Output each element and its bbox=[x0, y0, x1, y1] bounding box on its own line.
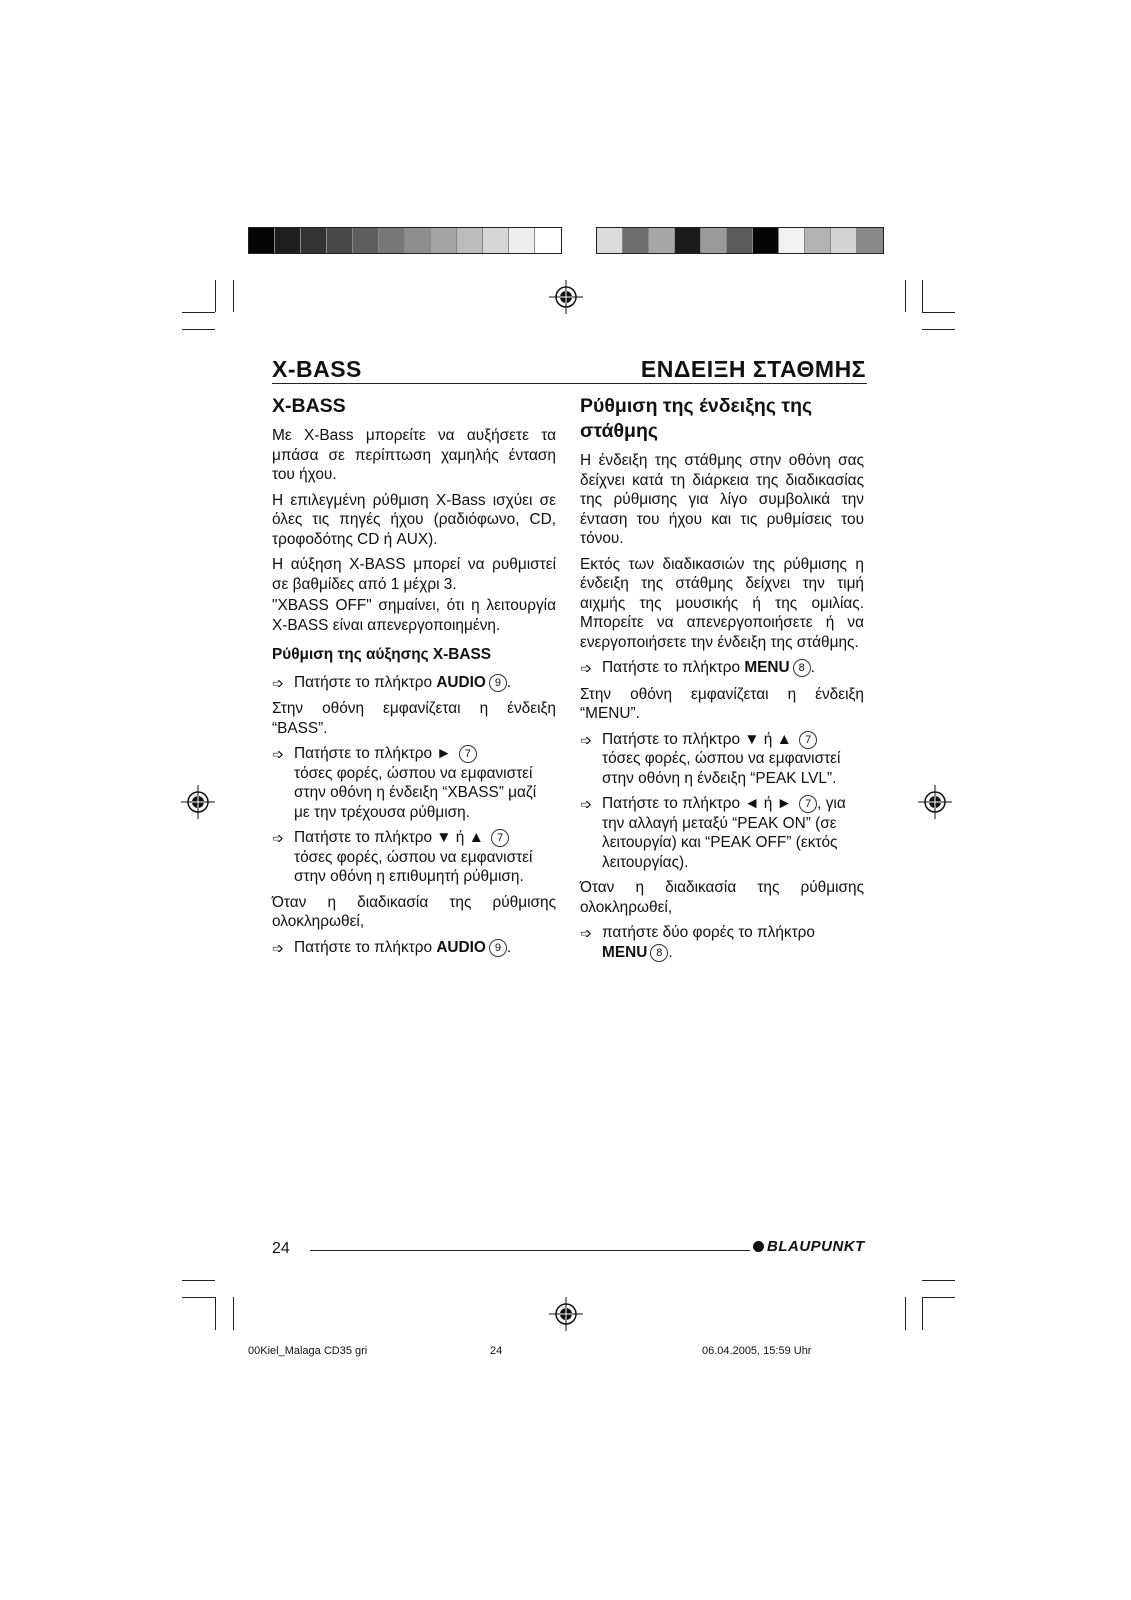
crop-mark bbox=[215, 1297, 216, 1330]
paragraph: Η αύξηση X-BASS μπορεί να ρυθμιστεί σε βαθμίδες από 1 μέχρι 3. bbox=[272, 556, 556, 593]
step-text: τόσες φορές, ώσπου να εμφανιστεί στην οθόνη η ένδειξη “XBASS” μαζί με την τρέχουσα ρύθμιση. bbox=[294, 764, 537, 821]
header-left-title: X-BASS bbox=[272, 356, 362, 382]
section-heading: X-BASS bbox=[272, 395, 346, 417]
arrow-right-icon: ➩ bbox=[580, 925, 592, 941]
registration-mark-icon bbox=[918, 785, 952, 819]
color-swatch bbox=[483, 228, 509, 253]
key-number: 7 bbox=[799, 731, 817, 749]
crop-mark bbox=[922, 312, 955, 313]
brand-logo bbox=[753, 1238, 865, 1255]
color-swatch bbox=[675, 228, 701, 253]
crop-mark bbox=[233, 280, 234, 312]
color-bar-right bbox=[596, 227, 884, 254]
arrow-right-icon: ➩ bbox=[272, 674, 284, 691]
instruction-step bbox=[580, 658, 864, 679]
paragraph: Η ένδειξη της στάθμης στην οθόνη σας δείχνει κατά τη διάρκεια της διαδικασίας της ρύθμισης για λίγο συμβολικά την ένταση του ήχου και τις ρυθμίσεις του τόνου. bbox=[580, 452, 864, 547]
section-heading: Ρύθμιση της ένδειξης της στάθμης bbox=[580, 395, 813, 442]
color-swatch bbox=[405, 228, 431, 253]
paragraph: Όταν η διαδικασία της ρύθμισης ολοκληρωθεί, bbox=[580, 879, 864, 916]
key-number: 8 bbox=[650, 944, 668, 962]
color-swatch bbox=[301, 228, 327, 253]
registration-mark-icon bbox=[549, 1297, 583, 1331]
key-number: 7 bbox=[799, 795, 817, 813]
paragraph: Στην οθόνη εμφανίζεται η ένδειξη “MENU”. bbox=[580, 685, 864, 722]
arrow-right-icon: ➩ bbox=[272, 830, 284, 846]
page-number: 24 bbox=[272, 1240, 290, 1257]
subheading: Ρύθμιση της αύξησης X-BASS bbox=[272, 646, 492, 663]
header-rule bbox=[272, 383, 867, 384]
instruction-step bbox=[580, 794, 864, 872]
key-label: MENU bbox=[602, 943, 648, 961]
crop-mark bbox=[922, 1297, 923, 1330]
key-label: AUDIO bbox=[436, 673, 486, 691]
arrow-right-icon: ➩ bbox=[580, 660, 592, 676]
crop-mark bbox=[182, 329, 215, 330]
left-column bbox=[272, 392, 556, 964]
crop-mark bbox=[905, 1297, 906, 1330]
paragraph: "XBASS OFF" σημαίνει, ότι η λειτουργία X-BASS είναι απενεργοποιημένη. bbox=[272, 597, 556, 634]
key-label: AUDIO bbox=[436, 938, 486, 956]
step-text: Πατήστε το πλήκτρο bbox=[602, 659, 745, 676]
color-swatch bbox=[353, 228, 379, 253]
brand-name: BLAUPUNKT bbox=[767, 1238, 865, 1255]
step-text: , για την αλλαγή μεταξύ “PEAK ON” (σε λειτουργία) και “PEAK OFF” (εκτός λειτουργίας). bbox=[602, 795, 846, 871]
right-column bbox=[580, 392, 864, 968]
color-swatch bbox=[597, 228, 623, 253]
crop-mark bbox=[182, 1280, 215, 1281]
crop-mark bbox=[922, 1297, 955, 1298]
step-text: Πατήστε το πλήκτρο bbox=[294, 938, 437, 956]
key-number: 7 bbox=[491, 829, 509, 847]
color-swatch bbox=[753, 228, 779, 253]
color-swatch bbox=[701, 228, 727, 253]
color-bar-left bbox=[248, 227, 562, 254]
step-text: Πατήστε το πλήκτρο ▼ ή ▲ bbox=[294, 829, 489, 846]
color-swatch bbox=[509, 228, 535, 253]
color-swatch bbox=[275, 228, 301, 253]
color-swatch bbox=[805, 228, 831, 253]
registration-mark-icon bbox=[549, 280, 583, 314]
step-text: . bbox=[506, 673, 512, 691]
header-right-title: ΕΝΔΕΙΞΗ ΣΤΑΘΜΗΣ bbox=[640, 356, 866, 382]
print-date: 06.04.2005, 15:59 Uhr bbox=[702, 1345, 812, 1357]
crop-mark bbox=[905, 280, 906, 312]
instruction-step bbox=[272, 828, 556, 887]
arrow-right-icon: ➩ bbox=[580, 731, 592, 748]
key-number: 9 bbox=[489, 939, 507, 957]
arrow-right-icon: ➩ bbox=[272, 746, 284, 762]
color-swatch bbox=[457, 228, 483, 253]
key-number: 8 bbox=[793, 659, 811, 677]
color-swatch bbox=[649, 228, 675, 253]
paragraph: Με X-Bass μπορείτε να αυξήσετε τα μπάσα σε περίπτωση χαμηλής ένταση του ήχου. bbox=[272, 427, 556, 483]
step-text: Πατήστε το πλήκτρο bbox=[294, 673, 437, 691]
step-text: τόσες φορές, ώσπου να εμφανιστεί στην οθόνη η επιθυμητή ρύθμιση. bbox=[294, 848, 533, 885]
arrow-right-icon: ➩ bbox=[580, 796, 592, 812]
crop-mark bbox=[922, 329, 955, 330]
key-number: 9 bbox=[489, 674, 507, 692]
instruction-step bbox=[580, 923, 864, 962]
color-swatch bbox=[857, 228, 883, 253]
key-label: MENU bbox=[744, 659, 790, 676]
paragraph: Στην οθόνη εμφανίζεται η ένδειξη “BASS”. bbox=[272, 700, 556, 737]
color-swatch bbox=[327, 228, 353, 253]
instruction-step bbox=[272, 938, 556, 959]
color-swatch bbox=[623, 228, 649, 253]
registration-mark-icon bbox=[181, 785, 215, 819]
step-text: Πατήστε το πλήκτρο ◄ ή ► bbox=[602, 795, 797, 812]
step-text: τόσες φορές, ώσπου να εμφανιστεί στην οθόνη η ένδειξη “PEAK LVL”. bbox=[602, 750, 841, 787]
step-text: . bbox=[506, 938, 512, 956]
print-file-name: 00Kiel_Malaga CD35 gri bbox=[248, 1345, 368, 1357]
brand-dot-icon bbox=[753, 1241, 764, 1252]
color-swatch bbox=[431, 228, 457, 253]
color-swatch bbox=[831, 228, 857, 253]
step-text: Πατήστε το πλήκτρο ▼ ή ▲ bbox=[602, 730, 797, 748]
crop-mark bbox=[922, 280, 923, 312]
crop-mark bbox=[182, 312, 215, 313]
color-swatch bbox=[779, 228, 805, 253]
crop-mark bbox=[182, 1297, 215, 1298]
color-swatch bbox=[727, 228, 753, 253]
arrow-right-icon: ➩ bbox=[272, 939, 284, 956]
crop-mark bbox=[922, 1280, 955, 1281]
key-number: 7 bbox=[459, 745, 477, 763]
crop-mark bbox=[215, 280, 216, 312]
step-text: . bbox=[810, 659, 815, 676]
instruction-step bbox=[272, 744, 556, 822]
color-swatch bbox=[535, 228, 561, 253]
paragraph: Όταν η διαδικασία της ρύθμισης ολοκληρωθεί, bbox=[272, 893, 556, 930]
step-text: . bbox=[668, 943, 673, 961]
print-page-number: 24 bbox=[490, 1345, 503, 1357]
paragraph: Εκτός των διαδικασιών της ρύθμισης η ένδειξη της στάθμης δείχνει την τιμή αιχμής της μουσικής ή της ομιλίας. Μπορείτε να απενεργοποιήσετε ή να ενεργοποιήσετε την ένδειξη της στάθμης. bbox=[580, 555, 864, 651]
crop-mark bbox=[233, 1297, 234, 1330]
color-swatch bbox=[379, 228, 405, 253]
step-text: Πατήστε το πλήκτρο ► bbox=[294, 745, 456, 762]
step-text: πατήστε δύο φορές το πλήκτρο bbox=[602, 924, 815, 941]
paragraph: Η επιλεγμένη ρύθμιση X-Bass ισχύει σε όλες τις πηγές ήχου (ραδιόφωνο, CD, τροφοδότης CD ή AUX). bbox=[272, 491, 556, 548]
instruction-step bbox=[272, 673, 556, 694]
color-swatch bbox=[249, 228, 275, 253]
footer-rule bbox=[310, 1250, 750, 1251]
instruction-step bbox=[580, 730, 864, 789]
